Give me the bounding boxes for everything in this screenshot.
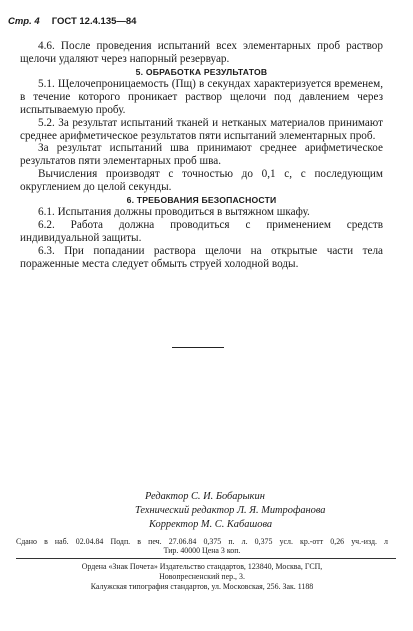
paragraph-5-2: 5.2. За результат испытаний тканей и нетканых материалов принимают среднее арифметическое результатов пяти испытаний элементарных проб. xyxy=(20,116,383,142)
section-6-title: 6. ТРЕБОВАНИЯ БЕЗОПАСНОСТИ xyxy=(126,194,277,205)
end-divider xyxy=(172,347,224,348)
print-info-line-2: Тир. 40000 Цена 3 коп. xyxy=(163,546,241,556)
paragraph-6-1: 6.1. Испытания должны проводиться в вытяжном шкафу. xyxy=(38,206,310,219)
document-body xyxy=(20,40,383,270)
standard-number: ГОСТ 12.4.135—84 xyxy=(51,16,137,27)
page-number: Стр. 4 xyxy=(8,16,40,27)
imprint-line-1: Ордена «Знак Почета» Издательство стандартов, 123840, Москва, ГСП, xyxy=(81,562,323,571)
editor-credit: Редактор С. И. Бобарыкин xyxy=(145,491,265,502)
proofreader-credit: Корректор М. С. Кабашова xyxy=(149,519,273,530)
paragraph-5-3: За результат испытаний шва принимают среднее арифметическое результатов пяти элементарных проб шва. xyxy=(20,142,383,168)
section-5-title: 5. ОБРАБОТКА РЕЗУЛЬТАТОВ xyxy=(135,66,268,77)
imprint-line-3: Калужская типография стандартов, ул. Московская, 256. Зак. 1188 xyxy=(90,582,314,591)
paragraph-6-2: 6.2. Работа должна проводиться с применением средств индивидуальной защиты. xyxy=(20,219,383,244)
print-info xyxy=(16,537,388,556)
publisher-imprint xyxy=(16,562,388,592)
paragraph-5-1: 5.1. Щелочепроницаемость (Пщ) в секундах характеризуется временем, в течение которого проникает раствор щелочи под давлением через испытываемую пробу. xyxy=(20,78,383,116)
imprint-divider xyxy=(16,558,396,559)
tech-editor-credit: Технический редактор Л. Я. Митрофанова xyxy=(135,505,326,516)
paragraph-4-6: 4.6. После проведения испытаний всех элементарных проб раствор щелочи удаляют через напорный резервуар. xyxy=(20,40,383,65)
imprint-line-2: Новопресненский пер., 3. xyxy=(159,572,245,581)
credits-block xyxy=(135,490,335,532)
paragraph-6-3: 6.3. При попадании раствора щелочи на открытые части тела пораженные места следует обмыть струей холодной воды. xyxy=(20,244,383,270)
print-info-line-1: Сдано в наб. 02.04.84 Подп. в печ. 27.06.84 0,375 п. л. 0,375 усл. кр.-отт 0,26 уч.-изд. л xyxy=(16,537,388,546)
paragraph-5-4: Вычисления производят с точностью до 0,1 с, с последующим округлением до целой секунды. xyxy=(20,167,383,193)
page-header xyxy=(8,16,136,27)
